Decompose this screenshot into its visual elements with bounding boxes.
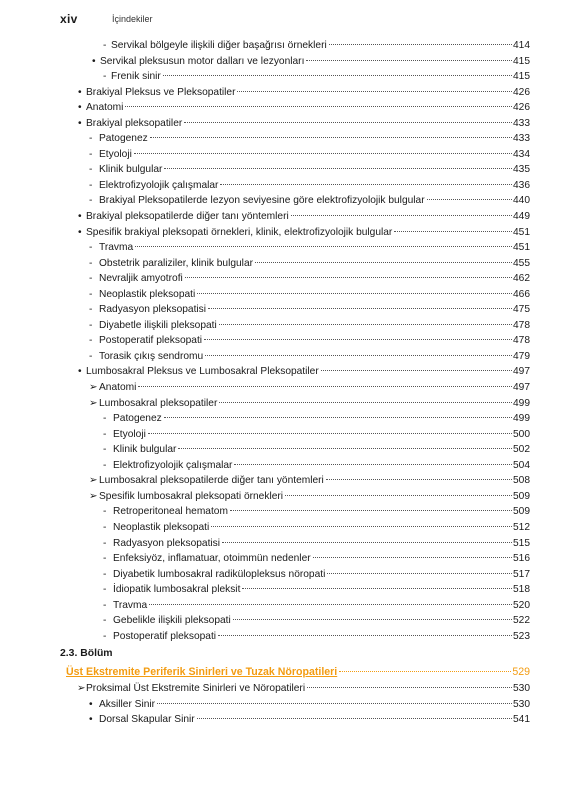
dash-marker: - — [103, 521, 107, 533]
toc-entry-title: Lumbosakral pleksopatilerde diğer tanı yöntemleri — [99, 475, 324, 487]
dot-leader — [178, 448, 512, 449]
toc-entry[interactable] — [0, 38, 579, 54]
toc-entry[interactable] — [0, 349, 579, 365]
page-header — [60, 12, 530, 28]
toc-entry[interactable] — [0, 333, 579, 349]
bullet-icon: • — [89, 714, 93, 726]
toc-entry[interactable] — [0, 520, 579, 536]
toc-entry-page-number: 414 — [513, 40, 530, 51]
toc-entry-title: Obstetrik paraliziler, klinik bulgular — [99, 257, 254, 269]
toc-entry-title: Diyabetle ilişkili pleksopati — [99, 319, 217, 331]
bullet-icon: • — [78, 102, 82, 114]
toc-entry[interactable] — [0, 427, 579, 443]
toc-entry-page-number: 504 — [513, 459, 530, 471]
dot-leader — [313, 557, 512, 558]
toc-entry[interactable] — [0, 54, 579, 70]
toc-entry-title: Brakiyal Pleksus ve Pleksopatiler — [86, 86, 236, 98]
dot-leader — [211, 526, 512, 527]
toc-entry[interactable] — [0, 364, 579, 380]
toc-entry-page-number: 499 — [513, 397, 530, 409]
toc-entry-page-number: 462 — [513, 273, 530, 285]
bullet-icon: • — [78, 117, 82, 129]
arrow-bullet-icon: ➢ — [89, 382, 98, 394]
toc-entry[interactable] — [0, 287, 579, 303]
dash-marker: - — [89, 133, 93, 145]
dot-leader — [329, 44, 512, 45]
dot-leader — [148, 433, 512, 434]
dash-marker: - — [103, 599, 107, 611]
toc-entry-title: Spesifik brakiyal pleksopati örnekleri, klinik, elektrofizyolojik bulgular — [86, 226, 393, 238]
toc-entry-title: Retroperitoneal hematom — [113, 506, 228, 518]
dash-marker: - — [103, 568, 107, 580]
toc-entry-title: Patogenez — [113, 413, 162, 425]
toc-entry-title: Klinik bulgular — [113, 444, 177, 456]
dot-leader — [220, 184, 512, 185]
dot-leader — [164, 168, 512, 169]
toc-entry-title: Spesifik lumbosakral pleksopati örnekleri — [99, 490, 284, 502]
toc-entry-title: Klinik bulgular — [99, 164, 163, 176]
dot-leader — [237, 91, 512, 92]
toc-entry[interactable] — [0, 598, 579, 614]
toc-entry-page-number: 415 — [513, 55, 530, 67]
dash-marker: - — [103, 428, 107, 440]
toc-entry-title: Etyoloji — [99, 148, 132, 160]
toc-entry-title: Elektrofizyolojik çalışmalar — [99, 179, 219, 191]
toc-entry-title: Radyasyon pleksopatisi — [113, 537, 221, 549]
toc-entry-title: Lumbosakral Pleksus ve Lumbosakral Pleksopatiler — [86, 366, 319, 378]
toc-entry-page-number: 451 — [513, 242, 530, 254]
dot-leader — [233, 619, 512, 620]
toc-entry-page-number: 436 — [513, 179, 530, 191]
dot-leader — [197, 293, 512, 294]
dash-marker: - — [103, 630, 107, 642]
dot-leader — [197, 718, 512, 719]
toc-entry[interactable] — [0, 256, 579, 272]
table-of-contents — [0, 38, 579, 728]
toc-entry[interactable] — [0, 240, 579, 256]
toc-entry-page-number: 508 — [513, 475, 530, 487]
toc-entry-page-number: 520 — [513, 599, 530, 611]
toc-entry-page-number: 478 — [513, 319, 530, 331]
toc-entry-page-number: 530 — [513, 683, 530, 695]
toc-entry-page-number: 502 — [513, 444, 530, 456]
dot-leader — [306, 60, 512, 61]
toc-entry-page-number: 449 — [513, 211, 530, 223]
bullet-icon: • — [92, 55, 96, 67]
toc-entry-title: Radyasyon pleksopatisi — [99, 304, 207, 316]
toc-entry[interactable] — [0, 100, 579, 116]
running-title: İçindekiler — [112, 14, 153, 24]
dash-marker: - — [103, 40, 107, 51]
toc-entry-page-number: 433 — [513, 117, 530, 129]
dot-leader — [185, 277, 512, 278]
toc-entry-page-number: 509 — [513, 490, 530, 502]
dash-marker: - — [103, 71, 107, 83]
toc-entry[interactable] — [0, 473, 579, 489]
toc-entry[interactable] — [0, 85, 579, 101]
bullet-icon: • — [78, 366, 82, 378]
dash-marker: - — [103, 584, 107, 596]
toc-entry[interactable] — [0, 536, 579, 552]
toc-entry[interactable] — [0, 551, 579, 567]
dot-leader — [285, 495, 512, 496]
dash-marker: - — [103, 537, 107, 549]
toc-entry-page-number: 509 — [513, 506, 530, 518]
dot-leader — [326, 479, 512, 480]
dot-leader — [125, 106, 512, 107]
toc-entry-title: Elektrofizyolojik çalışmalar — [113, 459, 233, 471]
page-number: xiv — [60, 12, 78, 26]
dash-marker: - — [89, 195, 93, 207]
toc-entry-title: Servikal pleksusun motor dalları ve lezyonları — [100, 55, 305, 67]
toc-entry[interactable] — [0, 629, 579, 645]
toc-entry-title: Brakiyal pleksopatilerde diğer tanı yöntemleri — [86, 211, 289, 223]
toc-entry-title: Travma — [113, 599, 148, 611]
dash-marker: - — [103, 413, 107, 425]
toc-entry[interactable] — [0, 225, 579, 241]
dot-leader — [150, 137, 512, 138]
toc-entry-page-number: 435 — [513, 164, 530, 176]
toc-entry[interactable] — [0, 116, 579, 132]
toc-entry[interactable] — [0, 489, 579, 505]
dot-leader — [427, 199, 512, 200]
toc-entry-title: Gebelikle ilişkili pleksopati — [113, 615, 231, 627]
dot-leader — [307, 687, 512, 688]
toc-entry[interactable] — [0, 458, 579, 474]
toc-entry-title: Enfeksiyöz, inflamatuar, otoimmün nedenler — [113, 553, 311, 565]
toc-entry[interactable] — [0, 131, 579, 147]
toc-entry-title: Travma — [99, 242, 134, 254]
toc-entry-title: Anatomi — [99, 382, 137, 394]
chapter-page-number: 529 — [512, 666, 530, 679]
toc-entry-page-number: 517 — [513, 568, 530, 580]
toc-entry-page-number: 451 — [513, 226, 530, 238]
toc-entry[interactable] — [0, 209, 579, 225]
dash-marker: - — [103, 459, 107, 471]
toc-entry-title: Anatomi — [86, 102, 124, 114]
dot-leader — [234, 464, 512, 465]
dot-leader — [255, 262, 512, 263]
dot-leader — [219, 402, 512, 403]
toc-entry-title: Aksiller Sinir — [99, 698, 156, 710]
toc-entry-page-number: 541 — [513, 714, 530, 726]
toc-entry[interactable] — [0, 697, 579, 713]
toc-entry[interactable] — [0, 613, 579, 629]
bullet-icon: • — [78, 86, 82, 98]
section-heading — [0, 648, 579, 664]
dot-leader — [157, 703, 512, 704]
toc-entry[interactable] — [0, 411, 579, 427]
toc-entry-title: Neoplastik pleksopati — [99, 288, 196, 300]
dash-marker: - — [89, 304, 93, 316]
arrow-bullet-icon: ➢ — [89, 397, 98, 409]
toc-entry[interactable] — [0, 380, 579, 396]
toc-entry-title: Postoperatif pleksopati — [99, 335, 203, 347]
dot-leader — [291, 215, 512, 216]
toc-entry[interactable] — [0, 582, 579, 598]
toc-entry-title: Postoperatif pleksopati — [113, 630, 217, 642]
dot-leader — [204, 339, 512, 340]
section-label: 2.3. Bölüm — [60, 648, 113, 660]
dash-marker: - — [89, 242, 93, 254]
toc-entry-title: Brakiyal pleksopatiler — [86, 117, 183, 129]
toc-entry-title: Proksimal Üst Ekstremite Sinirleri ve Nöropatileri — [86, 683, 306, 695]
toc-entry[interactable] — [0, 147, 579, 163]
bullet-icon: • — [78, 226, 82, 238]
dash-marker: - — [89, 257, 93, 269]
dash-marker: - — [89, 273, 93, 285]
dash-marker: - — [89, 335, 93, 347]
dash-marker: - — [103, 506, 107, 518]
toc-entry-title: Lumbosakral pleksopatiler — [99, 397, 218, 409]
toc-entry-page-number: 523 — [513, 630, 530, 642]
arrow-bullet-icon: ➢ — [89, 475, 98, 487]
toc-entry-page-number: 426 — [513, 86, 530, 98]
toc-entry-page-number: 515 — [513, 537, 530, 549]
bullet-icon: • — [89, 698, 93, 710]
dot-leader — [205, 355, 512, 356]
toc-entry-title: Diyabetik lumbosakral radikülopleksus nöropati — [113, 568, 326, 580]
toc-entry-page-number: 475 — [513, 304, 530, 316]
toc-entry-page-number: 512 — [513, 521, 530, 533]
toc-entry-page-number: 497 — [513, 366, 530, 378]
toc-entry-page-number: 479 — [513, 350, 530, 362]
dot-leader — [222, 542, 512, 543]
dot-leader — [164, 417, 512, 418]
toc-entry-title: Neoplastik pleksopati — [113, 521, 210, 533]
toc-entry-page-number: 434 — [513, 148, 530, 160]
toc-entry[interactable] — [0, 178, 579, 194]
dot-leader — [184, 122, 512, 123]
toc-entry-title: Frenik sinir — [111, 71, 161, 83]
dot-leader — [135, 246, 512, 247]
toc-entry-page-number: 497 — [513, 382, 530, 394]
toc-entry-page-number: 499 — [513, 413, 530, 425]
toc-entry-page-number: 478 — [513, 335, 530, 347]
arrow-bullet-icon: ➢ — [77, 683, 86, 695]
section-toc-list — [0, 681, 579, 728]
dot-leader — [208, 308, 512, 309]
toc-entry[interactable] — [0, 396, 579, 412]
toc-entry-page-number: 516 — [513, 553, 530, 565]
toc-entry-title: İdiopatik lumbosakral pleksit — [113, 584, 241, 596]
dot-leader — [327, 573, 512, 574]
toc-entry-page-number: 500 — [513, 428, 530, 440]
toc-entry-page-number: 433 — [513, 133, 530, 145]
toc-entry-page-number: 440 — [513, 195, 530, 207]
dot-leader — [163, 75, 512, 76]
dash-marker: - — [89, 319, 93, 331]
dash-marker: - — [89, 179, 93, 191]
toc-entry-page-number: 530 — [513, 698, 530, 710]
dash-marker: - — [103, 615, 107, 627]
toc-list — [0, 38, 579, 644]
toc-entry[interactable] — [0, 69, 579, 85]
toc-entry[interactable] — [0, 567, 579, 583]
dot-leader — [149, 604, 512, 605]
dot-leader — [219, 324, 512, 325]
toc-entry[interactable] — [0, 318, 579, 334]
arrow-bullet-icon: ➢ — [89, 490, 98, 502]
toc-entry-page-number: 522 — [513, 615, 530, 627]
dot-leader — [321, 370, 512, 371]
toc-entry[interactable] — [0, 302, 579, 318]
dot-leader — [394, 231, 512, 232]
toc-entry[interactable] — [0, 162, 579, 178]
toc-entry-title: Nevraljik amyotrofi — [99, 273, 183, 285]
toc-entry-title: Patogenez — [99, 133, 148, 145]
dash-marker: - — [89, 350, 93, 362]
toc-entry[interactable] — [0, 712, 579, 728]
toc-entry-page-number: 466 — [513, 288, 530, 300]
toc-entry[interactable] — [0, 271, 579, 287]
dash-marker: - — [89, 288, 93, 300]
toc-entry-page-number: 426 — [513, 102, 530, 114]
toc-entry[interactable] — [0, 193, 579, 209]
dot-leader — [230, 510, 512, 511]
dash-marker: - — [89, 164, 93, 176]
toc-entry-title: Dorsal Skapular Sinir — [99, 714, 195, 726]
dot-leader — [339, 671, 511, 672]
toc-entry-title: Brakiyal Pleksopatilerde lezyon seviyesine göre elektrofizyolojik bulgular — [99, 195, 425, 207]
dash-marker: - — [89, 148, 93, 160]
dot-leader — [134, 153, 512, 154]
toc-entry-page-number: 455 — [513, 257, 530, 269]
toc-entry[interactable] — [0, 681, 579, 697]
dot-leader — [138, 386, 512, 387]
chapter-title: Üst Ekstremite Periferik Sinirleri ve Tuzak Nöropatileri — [66, 666, 338, 679]
toc-entry-title: Servikal bölgeyle ilişkili diğer başağrısı örnekleri — [111, 40, 327, 51]
dash-marker: - — [103, 444, 107, 456]
toc-entry-title: Etyoloji — [113, 428, 146, 440]
bullet-icon: • — [78, 211, 82, 223]
dot-leader — [242, 588, 512, 589]
dash-marker: - — [103, 553, 107, 565]
toc-entry-page-number: 518 — [513, 584, 530, 596]
toc-entry-title: Torasik çıkış sendromu — [99, 350, 204, 362]
dot-leader — [218, 635, 512, 636]
toc-entry-page-number: 415 — [513, 71, 530, 83]
toc-entry[interactable] — [0, 442, 579, 458]
chapter-entry[interactable] — [0, 664, 579, 681]
toc-entry[interactable] — [0, 504, 579, 520]
